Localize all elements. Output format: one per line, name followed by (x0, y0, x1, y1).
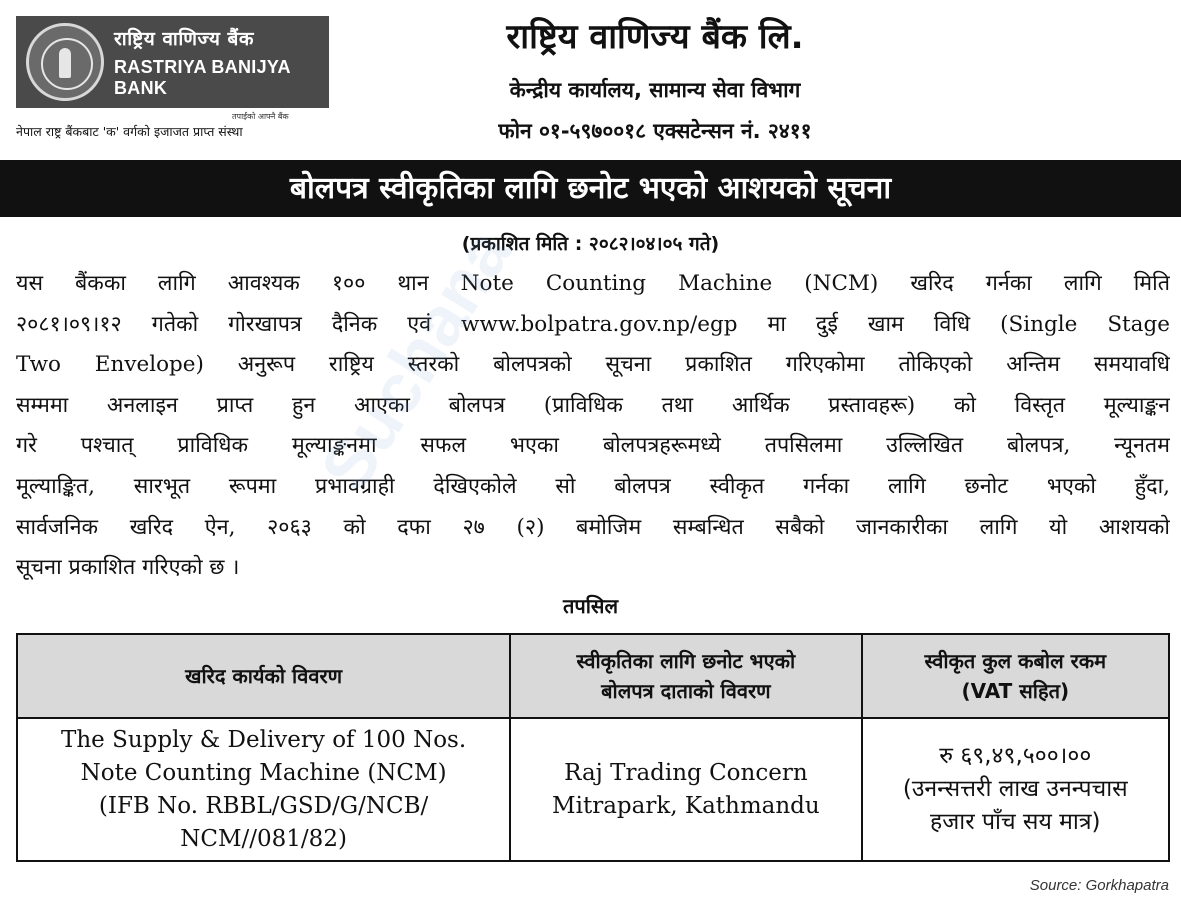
logo-tagline: तपाईंको आफ्नै बैंक (232, 112, 289, 121)
cell-amount: रु ६९,४९,५००।०० (उनन्सत्तरी लाख उनन्पचास हजार पाँच सय मात्र) (862, 718, 1169, 861)
header-bidder: स्वीकृतिका लागि छनोट भएको बोलपत्र दाताको विवरण (510, 634, 861, 718)
watermark: Suchana (305, 215, 527, 505)
header-work: खरिद कार्यको विवरण (17, 634, 510, 718)
office-line: केन्द्रीय कार्यालय, सामान्य सेवा विभाग (509, 78, 801, 102)
table-title: तपसिल (562, 594, 619, 618)
award-table (16, 633, 1170, 862)
body-line: मूल्याङ्कित, सारभूत रूपमा प्रभावग्राही देखिएकोले सो बोलपत्र स्वीकृत गर्नका लागि छनोट भएको हुँदा, (16, 473, 1170, 499)
cell-work: The Supply & Delivery of 100 Nos. Note Counting Machine (NCM) (IFB No. RBBL/GSD/G/NCB/ NCM//081/82) (17, 718, 510, 861)
bank-logo (16, 16, 329, 108)
bank-title: राष्ट्रिय वाणिज्य बैंक लि. (506, 17, 804, 57)
logo-name-english: RASTRIYA BANIJYA BANK (114, 57, 291, 98)
body-line: गरे पश्चात् प्राविधिक मूल्याङ्कनमा सफल भएका बोलपत्रहरूमध्ये तपसिलमा उल्लिखित बोलपत्र, न्यूनतम (16, 433, 1170, 459)
bank-seal-icon (26, 23, 104, 101)
notice-banner: बोलपत्र स्वीकृतिका लागि छनोट भएको आशयको सूचना (0, 160, 1181, 217)
body-line: सार्वजनिक खरिद ऐन, २०६३ को दफा २७ (२) बमोजिम सम्बन्धित सबैको जानकारीका लागि यो आशयको (16, 514, 1170, 540)
source-credit: Source: Gorkhapatra (1029, 877, 1169, 894)
notice-body (16, 264, 1170, 589)
body-line: Two Envelope) अनुरूप राष्ट्रिय स्तरको बोलपत्रको सूचना प्रकाशित गरिएकोमा तोकिएको अन्तिम समयावधि (16, 352, 1170, 378)
license-line: नेपाल राष्ट्र बैंकबाट 'क' वर्गको इजाजत प्राप्त संस्था (16, 124, 243, 139)
logo-text (114, 25, 329, 99)
body-line: २०८१।०९।१२ गतेको गोरखापत्र दैनिक एवं www.bolpatra.gov.np/egp मा दुई खाम विधि (Single Stage (16, 311, 1170, 337)
header-amount: स्वीकृत कुल कबोल रकम (VAT सहित) (862, 634, 1169, 718)
body-line: सम्ममा अनलाइन प्राप्त हुन आएका बोलपत्र (प्राविधिक तथा आर्थिक प्रस्तावहरू) को विस्तृत मूल्याङ्कन (16, 392, 1170, 418)
logo-name-nepali: राष्ट्रिय वाणिज्य बैंक (114, 28, 254, 50)
table-header-row (17, 634, 1169, 718)
phone-line: फोन ०१-५९७००१८ एक्सटेन्सन नं. २४११ (498, 119, 812, 143)
body-line: यस बैंकका लागि आवश्यक १०० थान Note Counting Machine (NCM) खरिद गर्नका लागि मिति (16, 271, 1170, 296)
body-line: सूचना प्रकाशित गरिएको छ । (16, 555, 240, 581)
table-row (17, 718, 1169, 861)
published-date: (प्रकाशित मिति : २०८२।०४।०५ गते) (461, 233, 720, 255)
cell-bidder: Raj Trading Concern Mitrapark, Kathmandu (510, 718, 861, 861)
